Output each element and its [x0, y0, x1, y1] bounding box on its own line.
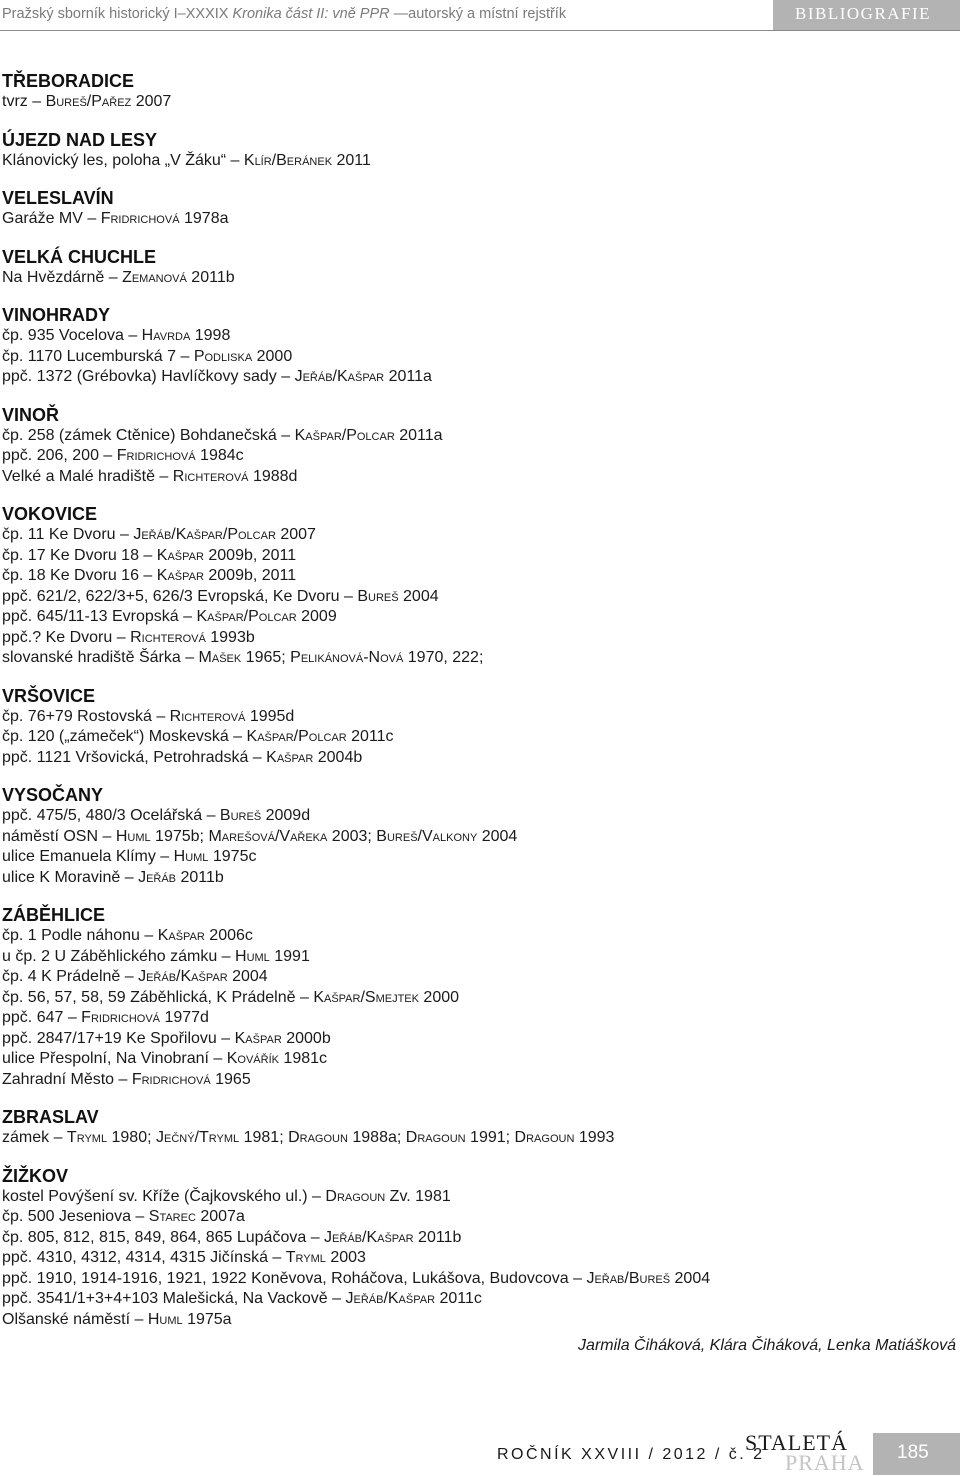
- author-name: Fridrichová: [100, 210, 180, 227]
- running-head-text: [2, 6, 566, 22]
- section-title: ZÁBĚHLICE: [2, 905, 105, 925]
- entry-text: ulice Přespolní, Na Vinobraní –: [2, 1050, 227, 1067]
- entry-text: 1965: [210, 1070, 251, 1088]
- author-name: Ječný/Tryml: [156, 1129, 240, 1146]
- entry-text: ppč. 1910, 1914-1916, 1921, 1922 Koněvova, Roháčova, Lukášova, Budovcova –: [2, 1269, 587, 1287]
- author-name: Jeřáb/Kašpar: [324, 1228, 414, 1246]
- entry-text: 2007: [131, 93, 172, 110]
- running-header: [0, 0, 960, 30]
- index-section: [2, 404, 942, 488]
- index-entry: [2, 1049, 942, 1070]
- index-entry: [2, 847, 942, 868]
- entry-text: ppč. 645/11-13 Evropská –: [2, 608, 197, 625]
- index-content: [2, 70, 942, 1346]
- entry-text: 1995d: [245, 707, 295, 725]
- header-rule: [0, 30, 960, 31]
- author-name: Richterová: [130, 628, 206, 646]
- entry-text: čp. 18 Ke Dvoru 16 –: [2, 567, 157, 584]
- logo-staleta: STALETÁ: [745, 1430, 849, 1455]
- index-entry: [2, 1070, 942, 1091]
- author-name: Dragoun: [514, 1129, 575, 1146]
- entry-text: čp. 120 („zámeček“) Moskevská –: [2, 728, 247, 745]
- author-name: Richterová: [172, 467, 249, 485]
- entry-text: Klánovický les, poloha „V Žáku“ –: [2, 151, 244, 169]
- index-entry: [2, 1128, 942, 1149]
- entry-text: čp. 4 K Prádelně –: [2, 968, 139, 985]
- entry-text: ppč. 3541/1+3+4+103 Malešická, Na Vackově –: [2, 1290, 346, 1307]
- index-entry: [2, 607, 942, 628]
- entry-text: 2011c: [435, 1290, 482, 1307]
- index-section: [2, 187, 942, 230]
- author-name: Klír/Beránek: [243, 151, 333, 169]
- entry-text: 2006c: [204, 927, 253, 944]
- author-name: Jeřab/Bureš: [586, 1269, 671, 1287]
- entry-text: 1993: [574, 1129, 615, 1146]
- index-entry: [2, 426, 942, 447]
- index-entry: [2, 546, 942, 567]
- index-entry: [2, 1269, 942, 1290]
- entry-text: 1978a: [179, 210, 229, 227]
- entry-text: ulice K Moravině –: [2, 868, 139, 886]
- author-name: Kašpar: [266, 748, 314, 766]
- section-title: ZBRASLAV: [2, 1107, 99, 1127]
- logo-praha: PRAHA: [785, 1450, 865, 1475]
- author-name: Dragoun: [325, 1187, 386, 1205]
- entry-text: 2011a: [384, 368, 432, 385]
- entry-text: 1965;: [241, 649, 291, 666]
- index-section: [2, 685, 942, 769]
- index-entry: [2, 1187, 942, 1208]
- author-name: Bureš: [219, 807, 262, 824]
- entry-text: 2009b, 2011: [203, 567, 297, 584]
- entry-text: 1981c: [278, 1050, 328, 1067]
- author-name: Jeřáb/Kašpar/Polcar: [133, 526, 276, 543]
- entry-text: kostel Povýšení sv. Kříže (Čajkovského ul.) –: [2, 1187, 326, 1205]
- entry-text: zámek –: [2, 1129, 67, 1146]
- entry-text: Olšanské náměstí –: [2, 1310, 148, 1328]
- author-name: Bureš: [357, 587, 399, 605]
- entry-text: čp. 1 Podle náhonu –: [2, 927, 158, 944]
- entry-text: 2003;: [327, 827, 377, 845]
- entry-text: 2011a: [394, 426, 443, 444]
- author-name: Kašpar: [157, 927, 205, 944]
- index-entry: [2, 566, 942, 587]
- entry-text: 2011b: [176, 868, 224, 886]
- author-name: Fridrichová: [81, 1009, 161, 1026]
- index-section: [2, 1165, 942, 1331]
- index-entry: [2, 947, 942, 968]
- entry-text: 2007: [275, 526, 316, 543]
- entry-text: ppč. 1372 (Grébovka) Havlíčkovy sady –: [2, 368, 295, 385]
- author-name: Kašpar/Polcar: [294, 426, 395, 444]
- section-title: VELESLAVÍN: [2, 188, 114, 208]
- entry-text: 1977d: [160, 1009, 209, 1026]
- entry-text: ulice Emanuela Klímy –: [2, 848, 174, 865]
- entry-text: čp. 805, 812, 815, 849, 864, 865 Lupáčova –: [2, 1228, 325, 1246]
- entry-text: tvrz –: [2, 93, 46, 110]
- author-name: Jeřáb/Kašpar: [345, 1290, 436, 1307]
- bibliography-badge-label: BIBLIOGRAFIE: [795, 4, 932, 23]
- author-name: Kašpar: [156, 567, 204, 584]
- entry-text: čp. 17 Ke Dvoru 18 –: [2, 546, 157, 564]
- section-title: ÚJEZD NAD LESY: [2, 129, 158, 150]
- section-title: VELKÁ CHUCHLE: [2, 246, 157, 267]
- entry-text: ppč.? Ke Dvoru –: [2, 628, 131, 646]
- page-number: 185: [897, 1442, 929, 1463]
- authors-signature: Jarmila Čiháková, Klára Čiháková, Lenka Matiášková: [578, 1337, 956, 1354]
- entry-text: Na Hvězdárně –: [2, 268, 123, 286]
- index-entry: [2, 446, 942, 467]
- author-name: Huml: [147, 1310, 183, 1328]
- entry-text: 2000b: [281, 1029, 331, 1047]
- entry-text: 2011b: [186, 268, 235, 286]
- entry-text: ppč. 621/2, 622/3+5, 626/3 Evropská, Ke Dvoru –: [2, 587, 358, 605]
- index-entry: [2, 748, 942, 769]
- index-entry: [2, 367, 942, 388]
- index-entry: [2, 868, 942, 889]
- author-name: Kašpar: [156, 546, 204, 564]
- index-entry: [2, 525, 942, 546]
- entry-text: Velké a Malé hradiště –: [2, 467, 173, 485]
- entry-text: Garáže MV –: [2, 210, 101, 227]
- entry-text: čp. 500 Jeseniova –: [2, 1208, 149, 1225]
- entry-text: Zv. 1981: [385, 1187, 451, 1205]
- index-section: [2, 246, 942, 289]
- journal-title: Pražský sborník historický I–XXXIX: [2, 6, 229, 22]
- index-entry: [2, 727, 942, 748]
- entry-text: 2004: [227, 968, 268, 985]
- author-name: Kašpar/Smejtek: [313, 988, 419, 1006]
- index-entry: [2, 587, 942, 608]
- entry-text: 2004: [670, 1269, 711, 1287]
- entry-text: 2009b, 2011: [203, 546, 297, 564]
- index-entry: [2, 707, 942, 728]
- author-name: Jeřáb: [138, 868, 177, 886]
- entry-text: čp. 1170 Lucemburská 7 –: [2, 347, 194, 365]
- section-title: VYSOČANY: [2, 785, 104, 805]
- section-title: TŘEBORADICE: [2, 71, 135, 91]
- section-title: VOKOVICE: [2, 504, 98, 524]
- author-name: Bureš/Valkony: [376, 827, 478, 845]
- index-entry: [2, 988, 942, 1009]
- entry-text: čp. 11 Ke Dvoru –: [2, 526, 134, 543]
- index-section: [2, 904, 942, 1090]
- entry-text: 2004: [477, 827, 518, 845]
- entry-text: čp. 258 (zámek Ctěnice) Bohdanečská –: [2, 426, 295, 444]
- author-name: Marešová/Vařeka: [208, 827, 328, 845]
- author-name: Huml: [115, 827, 151, 845]
- index-entry: [2, 967, 942, 988]
- entry-text: 2000: [252, 347, 293, 365]
- index-entry: [2, 1289, 942, 1310]
- entry-text: ppč. 2847/17+19 Ke Spořilovu –: [2, 1029, 235, 1047]
- entry-text: náměstí OSN –: [2, 827, 116, 845]
- author-name: Huml: [235, 947, 270, 965]
- index-section: [2, 304, 942, 388]
- index-entry: [2, 151, 942, 172]
- author-name: Kašpar/Polcar: [196, 608, 297, 625]
- entry-text: 2011: [332, 151, 371, 169]
- subsection-name: —autorský a místní rejstřík: [393, 6, 567, 22]
- entry-text: ppč. 647 –: [2, 1009, 82, 1026]
- index-entry: [2, 1248, 942, 1269]
- index-entry: [2, 347, 942, 368]
- entry-text: 1981;: [239, 1129, 289, 1146]
- entry-text: 1975c: [208, 848, 257, 865]
- section-title: VINOŘ: [2, 404, 60, 425]
- index-entry: [2, 628, 942, 649]
- entry-text: ppč. 206, 200 –: [2, 447, 117, 464]
- entry-text: čp. 56, 57, 58, 59 Záběhlická, K Prádelně –: [2, 988, 314, 1006]
- index-entry: [2, 1008, 942, 1029]
- author-name: Fridrichová: [116, 447, 196, 464]
- author-name: Mašek: [198, 649, 242, 666]
- author-name: Fridrichová: [131, 1070, 211, 1088]
- entry-text: 1970, 222;: [403, 649, 484, 666]
- entry-text: ppč. 4310, 4312, 4314, 4315 Jičínská –: [2, 1249, 286, 1266]
- entry-text: 2000: [418, 988, 460, 1006]
- author-name: Zemanová: [122, 268, 187, 286]
- entry-text: 2007a: [195, 1208, 245, 1225]
- index-entry: [2, 1310, 942, 1331]
- entry-text: u čp. 2 U Záběhlického zámku –: [2, 947, 236, 965]
- entry-text: 1993b: [205, 628, 255, 646]
- entry-text: 1975b;: [150, 827, 209, 845]
- index-entry: [2, 92, 942, 113]
- entry-text: 2011c: [346, 728, 394, 745]
- author-name: Tryml: [285, 1249, 326, 1266]
- author-name: Kovářík: [226, 1050, 279, 1067]
- entry-text: 2004: [398, 587, 439, 605]
- author-name: Jeřáb/Kašpar: [138, 968, 228, 985]
- entry-text: 1991;: [465, 1129, 515, 1146]
- author-name: Pelikánová-Nová: [290, 649, 404, 666]
- entry-text: ppč. 1121 Vršovická, Petrohradská –: [2, 748, 267, 766]
- index-entry: [2, 1207, 942, 1228]
- entry-text: 1988a;: [347, 1129, 406, 1146]
- index-entry: [2, 268, 942, 289]
- section-name: Kronika část II: vně PPR: [232, 6, 390, 22]
- entry-text: 2009: [296, 608, 337, 625]
- author-name: Havrda: [141, 327, 191, 344]
- author-name: Podliska: [193, 347, 253, 365]
- index-entry: [2, 467, 942, 488]
- author-name: Huml: [173, 848, 209, 865]
- index-entry: [2, 1029, 942, 1050]
- entry-text: 1991: [269, 947, 310, 965]
- entry-text: 1984c: [195, 447, 244, 464]
- index-entry: [2, 648, 942, 669]
- entry-text: 2003: [325, 1249, 366, 1266]
- author-name: Kašpar: [234, 1029, 282, 1047]
- author-name: Kašpar/Polcar: [246, 728, 347, 745]
- entry-text: 1998: [190, 327, 231, 344]
- index-section: [2, 129, 942, 172]
- author-name: Dragoun: [288, 1129, 348, 1146]
- index-section: [2, 70, 942, 113]
- author-name: Bureš/Pařez: [45, 93, 132, 110]
- bibliography-badge: [773, 0, 960, 30]
- entry-text: čp. 76+79 Rostovská –: [2, 707, 170, 725]
- entry-text: ppč. 475/5, 480/3 Ocelářská –: [2, 807, 220, 824]
- entry-text: 1988d: [248, 467, 298, 485]
- author-name: Dragoun: [405, 1129, 466, 1146]
- entry-text: 1975a: [182, 1310, 232, 1328]
- index-section: [2, 784, 942, 888]
- index-entry: [2, 827, 942, 848]
- author-name: Starec: [148, 1208, 196, 1225]
- section-title: VINOHRADY: [2, 305, 111, 325]
- section-title: ŽIŽKOV: [2, 1165, 68, 1186]
- index-entry: [2, 209, 942, 230]
- author-name: Jeřáb/Kašpar: [294, 368, 385, 385]
- section-title: VRŠOVICE: [2, 685, 96, 706]
- index-entry: [2, 1228, 942, 1249]
- entry-text: 1980;: [107, 1129, 156, 1146]
- entry-text: 2009d: [261, 807, 311, 824]
- entry-text: Zahradní Město –: [2, 1070, 132, 1088]
- index-entry: [2, 326, 942, 347]
- volume-issue: ROČNÍK XXVIII / 2012 / č. 2: [497, 1446, 765, 1463]
- entry-text: čp. 935 Vocelova –: [2, 327, 142, 344]
- index-entry: [2, 926, 942, 947]
- index-section: [2, 503, 942, 669]
- page-number-box: [873, 1433, 960, 1475]
- author-name: Tryml: [66, 1129, 108, 1146]
- author-name: Richterová: [169, 707, 246, 725]
- index-section: [2, 1106, 942, 1149]
- index-entry: [2, 806, 942, 827]
- entry-text: slovanské hradiště Šárka –: [2, 649, 199, 666]
- entry-text: 2004b: [313, 748, 363, 766]
- entry-text: 2011b: [413, 1228, 462, 1246]
